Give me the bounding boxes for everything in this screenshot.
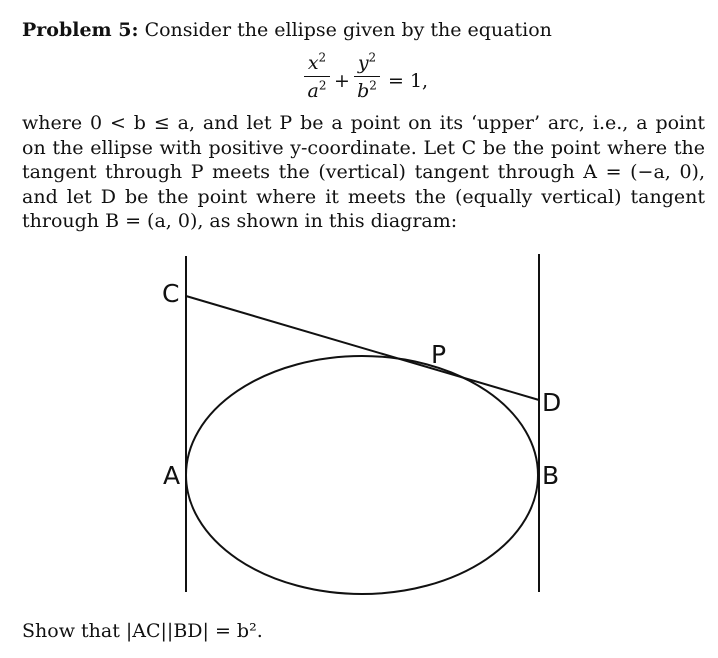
fraction-denominator-a: $a^2$ [307,78,327,102]
label-b: B [542,461,560,490]
conclusion-line: Show that |AC||BD| = b². [22,620,263,642]
ellipse-tangent-diagram [0,240,718,600]
plus-sign: + [334,70,350,92]
fraction-bar [354,76,380,77]
label-a: A [163,461,181,490]
paragraph-line: through B = (a, 0), as shown in this diagram: [22,210,458,232]
label-p: P [431,340,447,369]
equation-rhs: = 1, [388,70,429,92]
paragraph-line: tangent through P meets the (vertical) tangent through A = (−a, 0), [22,161,705,183]
problem-paragraph [22,111,705,234]
ellipse-equation [304,52,454,110]
label-c: C [162,279,180,308]
fraction-numerator-y: $y^2$ [357,50,377,74]
ellipse-curve [186,356,538,594]
fraction-y-over-b [354,52,380,102]
fraction-bar [304,76,330,77]
paragraph-line: and let D be the point where it meets the (equally vertical) tangent [22,185,705,208]
tangent-line-cd [186,296,539,400]
problem-heading: Problem 5: [22,19,139,41]
label-d: D [542,388,562,417]
paragraph-line: where 0 < b ≤ a, and let P be a point on its ‘upper’ arc, i.e., a point [22,112,705,134]
problem-header-line [22,18,552,42]
problem-intro: Consider the ellipse given by the equation [144,19,552,41]
fraction-x-over-a [304,52,330,102]
fraction-numerator-x: $x^2$ [307,50,327,74]
paragraph-line: on the ellipse with positive y-coordinate. Let C be the point where the [22,136,705,159]
fraction-denominator-b: $b^2$ [357,78,377,102]
